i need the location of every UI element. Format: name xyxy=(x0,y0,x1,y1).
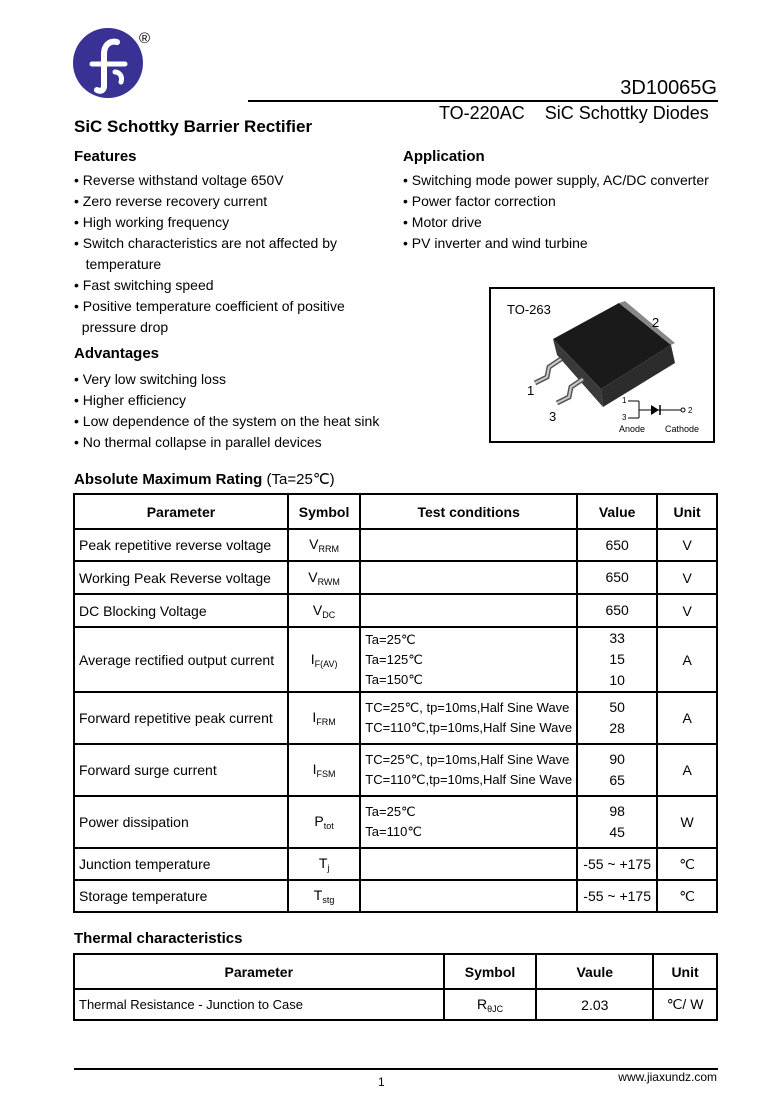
param-cell: Working Peak Reverse voltage xyxy=(74,561,288,594)
anode-label: Anode xyxy=(619,424,646,434)
condition-line: Ta=150℃ xyxy=(365,671,423,687)
application-section xyxy=(403,148,709,254)
table-header-row xyxy=(74,954,717,989)
symbol-cell: $P_{tot}$ xyxy=(288,796,360,848)
col-header: Unit xyxy=(657,494,717,529)
abs-max-table xyxy=(73,493,718,913)
condition-line: Ta=25℃ xyxy=(365,804,416,819)
value-line: 50 xyxy=(609,699,625,715)
col-header: Symbol xyxy=(444,954,537,989)
value-line: 650 xyxy=(605,536,629,553)
param-cell: Storage temperature xyxy=(74,880,288,912)
param-cell: Forward surge current xyxy=(74,744,288,796)
condition-line: Ta=125℃ xyxy=(365,651,423,667)
value-cell xyxy=(577,692,657,744)
unit-cell: V xyxy=(657,561,717,594)
list-item: • Higher efficiency xyxy=(74,392,187,408)
unit-cell: ℃ xyxy=(657,848,717,880)
company-logo xyxy=(73,28,143,98)
abs-max-heading xyxy=(74,470,335,488)
value-line: 28 xyxy=(609,720,625,736)
table-row xyxy=(74,692,717,744)
schematic-pin-3: 3 xyxy=(622,413,627,422)
value-line: 98 xyxy=(609,803,625,819)
list-item: • Very low switching loss xyxy=(74,371,226,387)
pin-3-label: 3 xyxy=(549,409,557,424)
symbol-cell: $T_{stg}$ xyxy=(288,880,360,912)
product-category: SiC Schottky Diodes xyxy=(544,103,709,123)
features-list xyxy=(74,170,345,338)
value-cell xyxy=(577,848,657,880)
condition-line: Ta=25℃ xyxy=(365,631,416,647)
cathode-label: Cathode xyxy=(665,424,700,434)
table-row xyxy=(74,529,717,561)
application-heading: Application xyxy=(403,148,485,165)
list-item: • Switch characteristics are not affected by xyxy=(74,235,337,251)
page-number: 1 xyxy=(378,1075,385,1089)
symbol-cell: $V_{RRM}$ xyxy=(288,529,360,561)
list-item: • High working frequency xyxy=(74,214,230,230)
list-item: • Zero reverse recovery current xyxy=(74,193,268,209)
advantages-list xyxy=(74,369,379,453)
thermal-symbol: $R_{\theta JC}$ xyxy=(444,989,537,1020)
param-cell: Average rectified output current xyxy=(74,627,288,692)
condition-line: TC=110℃,tp=10ms,Half Sine Wave xyxy=(365,772,573,787)
value-cell xyxy=(577,594,657,627)
value-line: 65 xyxy=(609,772,625,788)
conditions-cell xyxy=(360,594,577,627)
unit-cell: A xyxy=(657,627,717,692)
param-cell: DC Blocking Voltage xyxy=(74,594,288,627)
package-label: TO-263 xyxy=(507,302,551,317)
features-section xyxy=(74,148,345,338)
list-item: pressure drop xyxy=(74,319,169,335)
conditions-cell xyxy=(360,796,577,848)
abs-max-condition: (Ta=25℃) xyxy=(266,471,335,488)
conditions-cell xyxy=(360,692,577,744)
col-header: Parameter xyxy=(74,954,444,989)
features-heading: Features xyxy=(74,148,137,165)
value-cell xyxy=(577,561,657,594)
thermal-unit: ℃/ W xyxy=(653,989,717,1020)
registered-mark: ® xyxy=(139,30,151,47)
value-line: 90 xyxy=(609,751,625,767)
condition-line: Ta=110℃ xyxy=(365,824,422,839)
list-item: • Low dependence of the system on the heat sink xyxy=(74,413,380,429)
unit-cell: W xyxy=(657,796,717,848)
document-title: SiC Schottky Barrier Rectifier xyxy=(74,117,313,136)
value-line: 650 xyxy=(605,569,629,585)
conditions-cell xyxy=(360,529,577,561)
list-item: • Positive temperature coefficient of positive xyxy=(74,298,345,314)
col-header: Unit xyxy=(653,954,717,989)
col-header: Parameter xyxy=(74,494,288,529)
symbol-cell: $I_{FRM}$ xyxy=(288,692,360,744)
pin-1-label: 1 xyxy=(527,383,535,398)
value-line: 45 xyxy=(609,824,625,840)
value-cell xyxy=(577,627,657,692)
value-line: 650 xyxy=(605,602,629,618)
table-row xyxy=(74,989,717,1020)
list-item: • Power factor correction xyxy=(403,193,556,209)
list-item: • PV inverter and wind turbine xyxy=(403,235,588,251)
table-row xyxy=(74,744,717,796)
unit-cell: ℃ xyxy=(657,880,717,912)
table-row xyxy=(74,796,717,848)
symbol-cell: $V_{DC}$ xyxy=(288,594,360,627)
abs-max-title: Absolute Maximum Rating xyxy=(74,471,263,488)
table-row xyxy=(74,880,717,912)
conditions-cell xyxy=(360,880,577,912)
unit-cell: V xyxy=(657,529,717,561)
symbol-cell: $I_{F(AV)}$ xyxy=(288,627,360,692)
schematic-pin-1: 1 xyxy=(622,396,627,405)
list-item: • Motor drive xyxy=(403,214,482,230)
list-item: • No thermal collapse in parallel devices xyxy=(74,434,322,450)
value-cell xyxy=(577,796,657,848)
symbol-cell: $I_{FSM}$ xyxy=(288,744,360,796)
list-item: • Switching mode power supply, AC/DC converter xyxy=(403,172,709,188)
schematic-pin-2: 2 xyxy=(688,406,693,415)
col-header: Vaule xyxy=(536,954,653,989)
value-line: 33 xyxy=(609,630,625,646)
value-cell xyxy=(577,880,657,912)
unit-cell: V xyxy=(657,594,717,627)
col-header: Test conditions xyxy=(360,494,577,529)
thermal-value: 2.03 xyxy=(536,989,653,1020)
package-category xyxy=(439,103,709,124)
symbol-cell: $V_{RWM}$ xyxy=(288,561,360,594)
header-rule xyxy=(248,100,718,102)
application-list xyxy=(403,170,709,254)
unit-cell: A xyxy=(657,744,717,796)
conditions-cell xyxy=(360,561,577,594)
table-row xyxy=(74,627,717,692)
col-header: Value xyxy=(577,494,657,529)
list-item: temperature xyxy=(74,256,162,272)
table-row xyxy=(74,561,717,594)
package-type: TO-220AC xyxy=(439,103,525,123)
value-line: -55 ~ +175 xyxy=(583,855,652,872)
table-row xyxy=(74,594,717,627)
thermal-table xyxy=(73,953,718,1021)
part-number: 3D10065G xyxy=(620,77,717,99)
param-cell: Peak repetitive reverse voltage xyxy=(74,529,288,561)
table-header-row xyxy=(74,494,717,529)
thermal-heading: Thermal characteristics xyxy=(74,930,243,947)
value-line: 10 xyxy=(609,672,625,688)
thermal-param: Thermal Resistance - Junction to Case xyxy=(74,989,444,1020)
param-cell: Power dissipation xyxy=(74,796,288,848)
list-item: • Fast switching speed xyxy=(74,277,214,293)
list-item: • Reverse withstand voltage 650V xyxy=(74,172,284,188)
package-drawing xyxy=(491,289,713,441)
condition-line: TC=25℃, tp=10ms,Half Sine Wave xyxy=(365,752,570,767)
condition-line: TC=110℃,tp=10ms,Half Sine Wave xyxy=(365,720,573,735)
condition-line: TC=25℃, tp=10ms,Half Sine Wave xyxy=(365,700,570,715)
unit-cell: A xyxy=(657,692,717,744)
package-figure xyxy=(489,287,715,443)
conditions-cell xyxy=(360,744,577,796)
col-header: Symbol xyxy=(288,494,360,529)
advantages-section xyxy=(74,345,379,453)
param-cell: Forward repetitive peak current xyxy=(74,692,288,744)
value-cell xyxy=(577,529,657,561)
conditions-cell xyxy=(360,848,577,880)
advantages-heading: Advantages xyxy=(74,345,160,362)
table-row xyxy=(74,848,717,880)
pin-2-label: 2 xyxy=(652,315,660,330)
symbol-cell: $T_j$ xyxy=(288,848,360,880)
value-cell xyxy=(577,744,657,796)
diode-symbol xyxy=(651,405,659,415)
value-line: 15 xyxy=(609,651,625,667)
param-cell: Junction temperature xyxy=(74,848,288,880)
conditions-cell xyxy=(360,627,577,692)
footer-website: www.jiaxundz.com xyxy=(618,1070,717,1084)
value-line: -55 ~ +175 xyxy=(583,887,652,904)
